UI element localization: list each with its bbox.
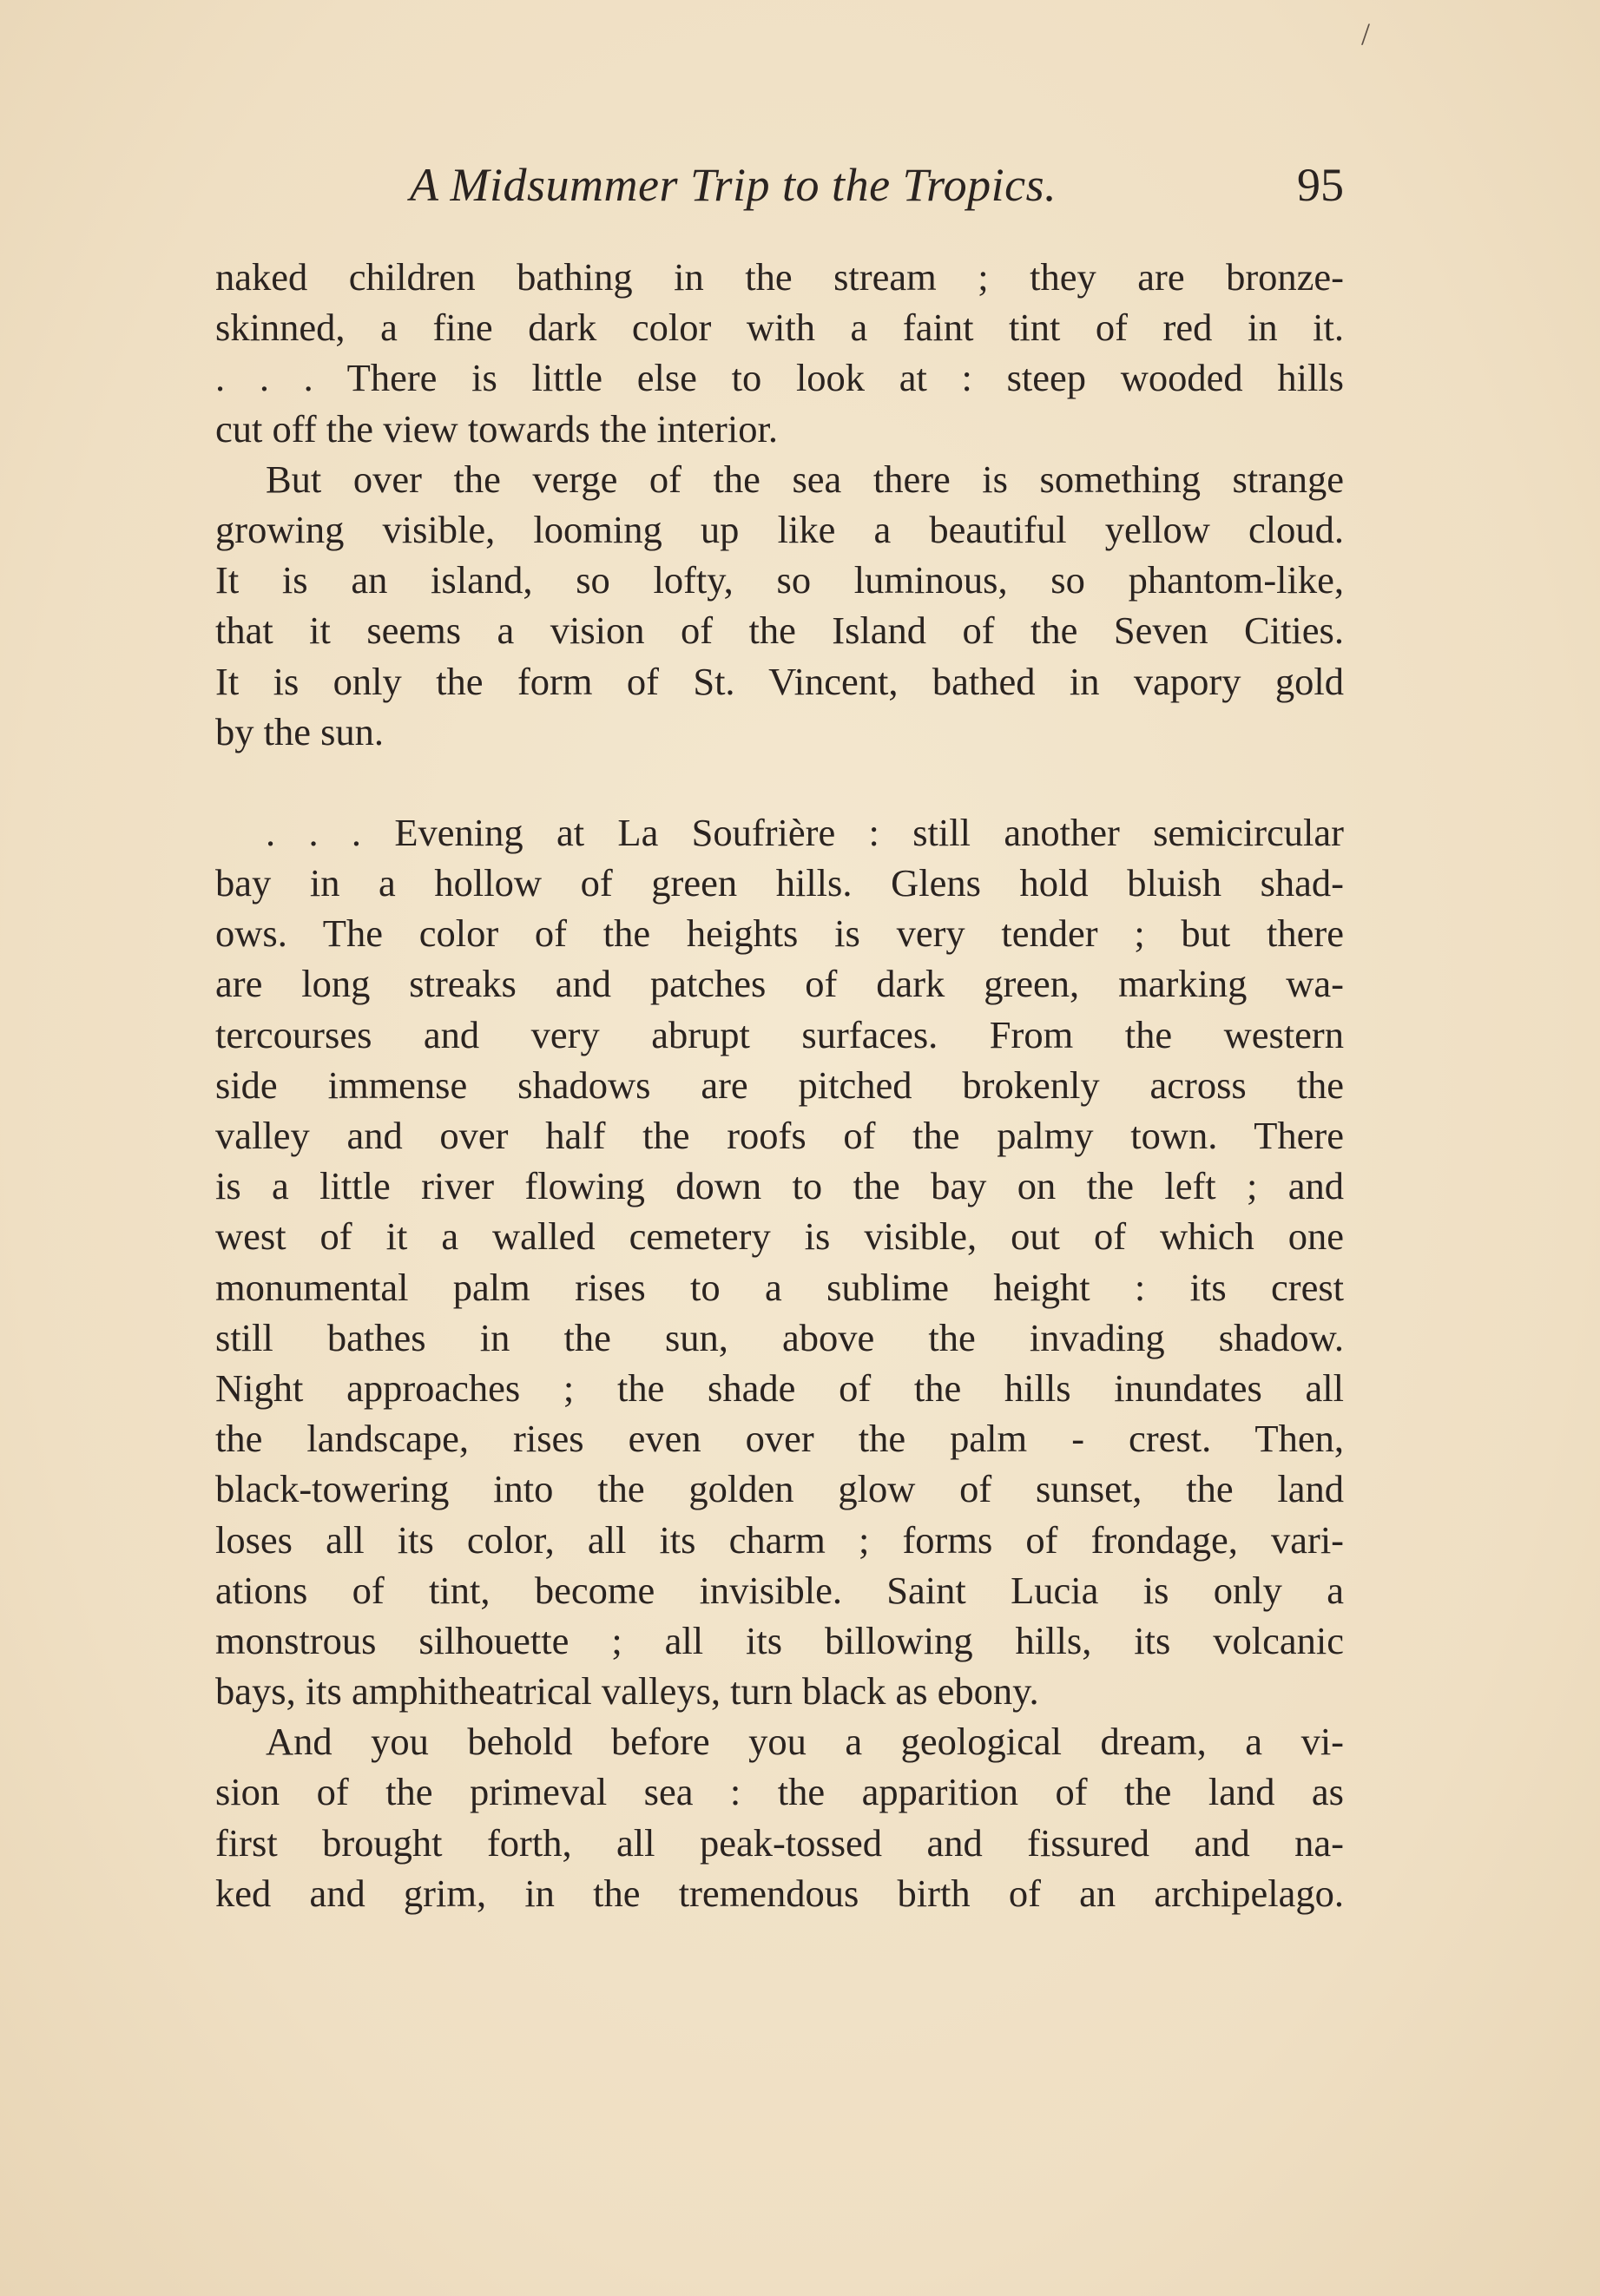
margin-mark: /: [1361, 16, 1371, 51]
paragraph: [215, 807, 1344, 1716]
running-title: A Midsummer Trip to the Tropics.: [410, 159, 1057, 211]
text-line: loses all its color, all its charm ; forms of frondage, vari-: [215, 1517, 1344, 1562]
text-line: But over the verge of the sea there is something strange: [266, 457, 1344, 501]
text-line: naked children bathing in the stream ; they are bronze-: [215, 255, 1344, 299]
text-line: monstrous silhouette ; all its billowing hills, its volcanic: [215, 1618, 1344, 1662]
text-line: ked and grim, in the tremendous birth of an archipelago.: [215, 1871, 1344, 1915]
text-line: sion of the primeval sea : the apparition of the land as: [215, 1770, 1344, 1814]
text-line: black-towering into the golden glow of sunset, the land: [215, 1467, 1344, 1511]
text-line: . . . There is little else to look at : steep wooded hills: [215, 356, 1344, 400]
text-line: side immense shadows are pitched brokenly across the: [215, 1062, 1344, 1107]
text-line: cut off the view towards the interior.: [215, 406, 778, 451]
text-line: And you behold before you a geological dream, a vi-: [266, 1720, 1344, 1764]
text-line: tercourses and very abrupt surfaces. From the western: [215, 1012, 1344, 1056]
text-line: ows. The color of the heights is very tender ; but there: [215, 911, 1344, 956]
page-number: 95: [1297, 159, 1344, 211]
text-line: are long streaks and patches of dark green, marking wa-: [215, 962, 1344, 1006]
text-line: still bathes in the sun, above the invading shadow.: [215, 1315, 1344, 1359]
text-line: that it seems a vision of the Island of the Seven Cities.: [215, 609, 1344, 653]
body-text: [215, 252, 1344, 1918]
text-line: . . . Evening at La Soufrière : still another semicircular: [266, 810, 1344, 854]
text-line: by the sun.: [215, 709, 385, 753]
text-line: bays, its amphitheatrical valleys, turn black as ebony.: [215, 1669, 1039, 1714]
paragraph: [215, 454, 1344, 757]
text-line: skinned, a fine dark color with a faint tint of red in it.: [215, 306, 1344, 350]
text-line: monumental palm rises to a sublime height : its crest: [215, 1265, 1344, 1309]
text-line: Night approaches ; the shade of the hills inundates all: [215, 1365, 1344, 1410]
text-line: bay in a hollow of green hills. Glens hold bluish shad-: [215, 861, 1344, 905]
text-line: ations of tint, become invisible. Saint Lucia is only a: [215, 1568, 1344, 1612]
text-line: first brought forth, all peak-tossed and fissured and na-: [215, 1820, 1344, 1865]
text-line: valley and over half the roofs of the palmy town. There: [215, 1114, 1344, 1157]
page-header: [215, 158, 1344, 219]
text-line: the landscape, rises even over the palm - crest. Then,: [215, 1417, 1344, 1461]
section-gap: [215, 757, 1344, 807]
text-line: is a little river flowing down to the bay on the left ; and: [215, 1164, 1344, 1208]
text-line: It is an island, so lofty, so luminous, so phantom-like,: [215, 558, 1344, 602]
text-line: It is only the form of St. Vincent, bathed in vapory gold: [215, 659, 1344, 703]
text-line: growing visible, looming up like a beautiful yellow cloud.: [215, 507, 1344, 551]
paragraph: [215, 1716, 1344, 1918]
text-line: west of it a walled cemetery is visible, out of which one: [215, 1214, 1344, 1259]
paragraph: [215, 252, 1344, 454]
